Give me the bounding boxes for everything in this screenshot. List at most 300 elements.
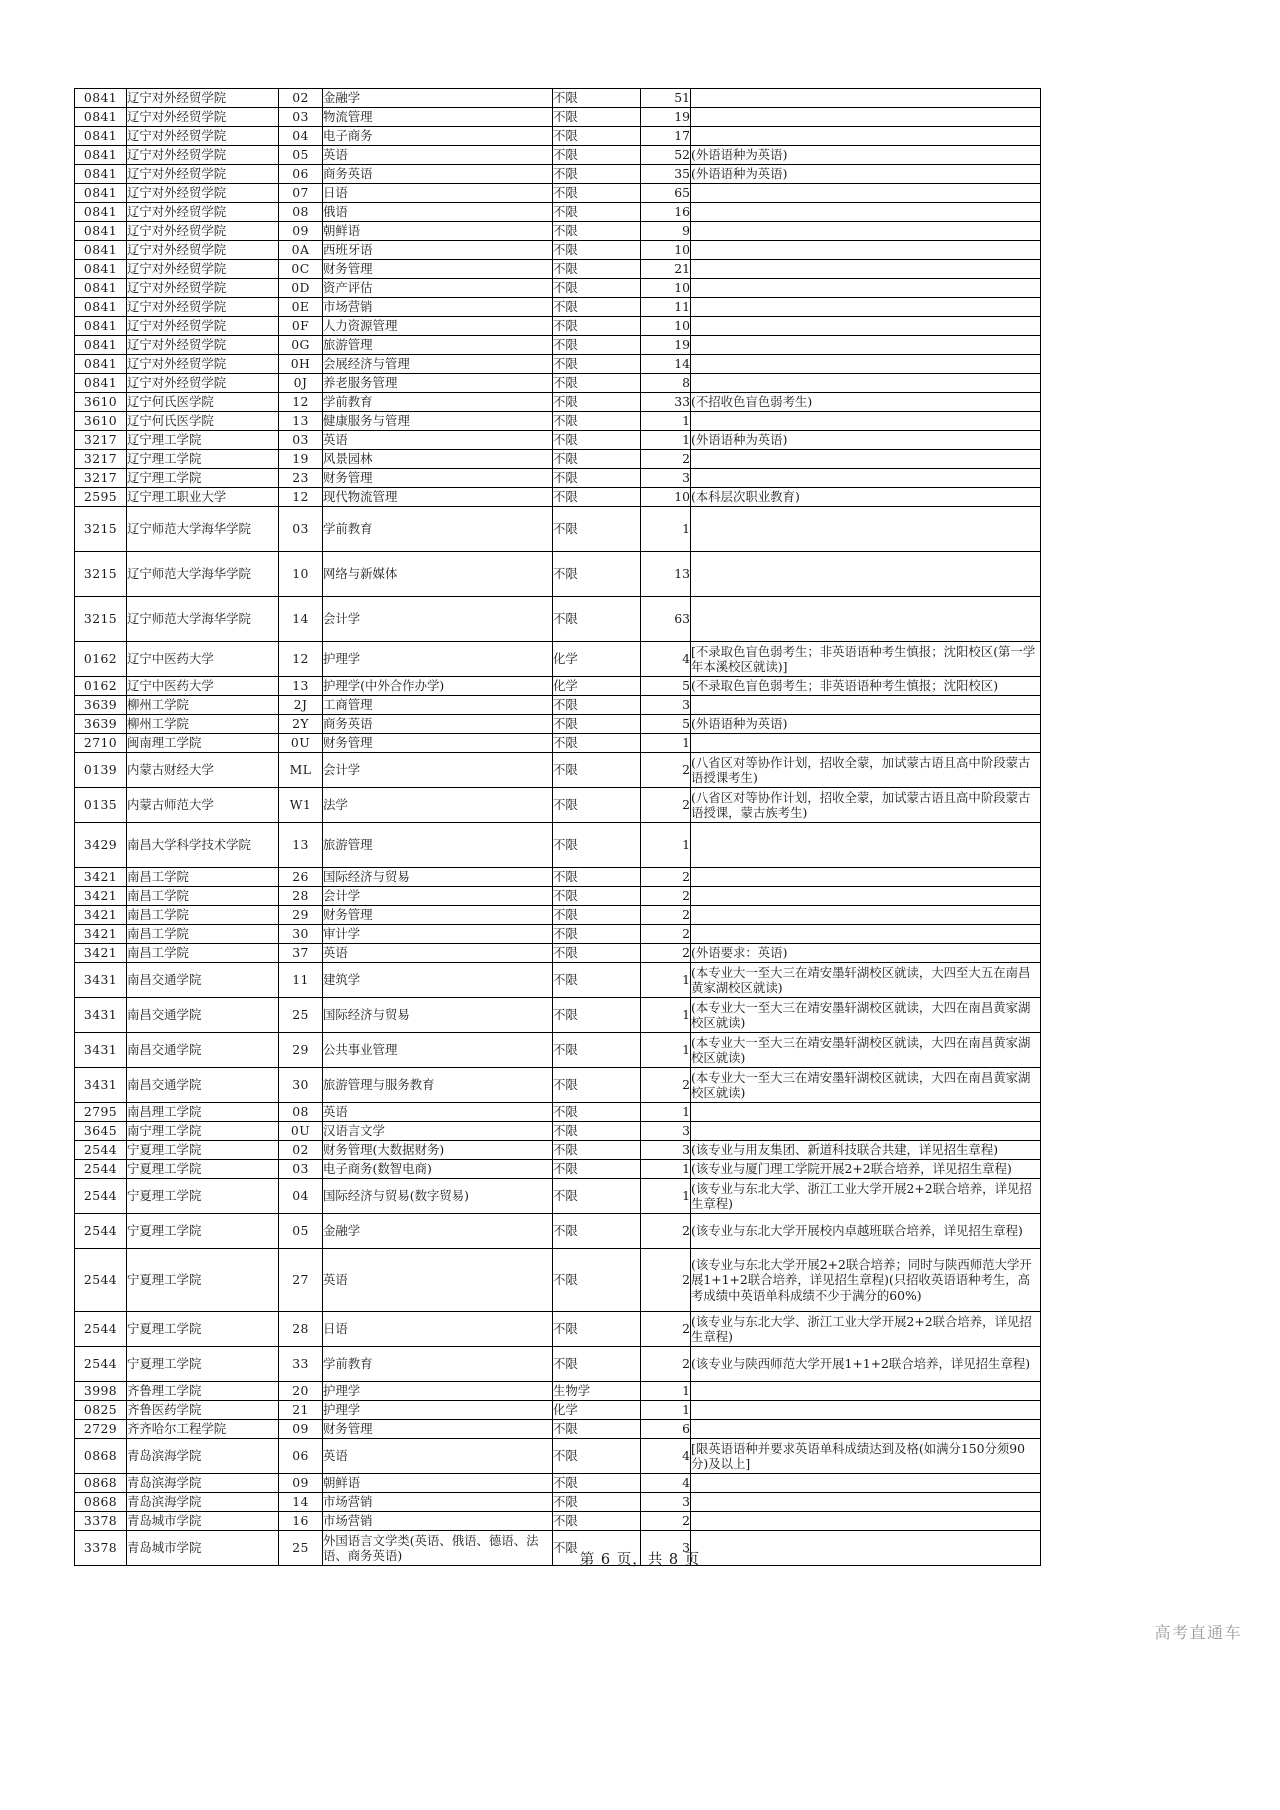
cell-institution-name: 南昌工学院 bbox=[127, 868, 279, 887]
table-row bbox=[75, 788, 1041, 823]
cell-plan-count: 1 bbox=[641, 431, 691, 450]
cell-remark bbox=[691, 412, 1041, 431]
cell-institution-code: 3215 bbox=[75, 507, 127, 552]
cell-institution-code: 0868 bbox=[75, 1493, 127, 1512]
cell-major-code: 10 bbox=[279, 552, 323, 597]
table-row bbox=[75, 1160, 1041, 1179]
cell-subject-requirement: 不限 bbox=[553, 597, 641, 642]
cell-plan-count: 16 bbox=[641, 203, 691, 222]
cell-institution-name: 辽宁对外经贸学院 bbox=[127, 355, 279, 374]
cell-institution-code: 0841 bbox=[75, 127, 127, 146]
cell-remark bbox=[691, 734, 1041, 753]
cell-major-name: 法学 bbox=[323, 788, 553, 823]
table-row bbox=[75, 108, 1041, 127]
table-row bbox=[75, 1141, 1041, 1160]
table-row bbox=[75, 1068, 1041, 1103]
cell-subject-requirement: 不限 bbox=[553, 552, 641, 597]
cell-major-code: 05 bbox=[279, 1214, 323, 1249]
table-row bbox=[75, 1103, 1041, 1122]
cell-subject-requirement: 不限 bbox=[553, 925, 641, 944]
cell-institution-code: 2544 bbox=[75, 1347, 127, 1382]
cell-subject-requirement: 不限 bbox=[553, 279, 641, 298]
cell-remark bbox=[691, 597, 1041, 642]
cell-plan-count: 1 bbox=[641, 1382, 691, 1401]
table-row bbox=[75, 260, 1041, 279]
cell-major-name: 财务管理(大数据财务) bbox=[323, 1141, 553, 1160]
cell-major-name: 护理学 bbox=[323, 1382, 553, 1401]
cell-major-name: 国际经济与贸易(数字贸易) bbox=[323, 1179, 553, 1214]
table-row bbox=[75, 374, 1041, 393]
cell-subject-requirement: 不限 bbox=[553, 317, 641, 336]
cell-remark bbox=[691, 279, 1041, 298]
cell-subject-requirement: 不限 bbox=[553, 1160, 641, 1179]
cell-major-code: 12 bbox=[279, 642, 323, 677]
cell-institution-name: 宁夏理工学院 bbox=[127, 1312, 279, 1347]
cell-subject-requirement: 不限 bbox=[553, 469, 641, 488]
cell-institution-code: 0841 bbox=[75, 355, 127, 374]
cell-major-code: 07 bbox=[279, 184, 323, 203]
cell-subject-requirement: 不限 bbox=[553, 146, 641, 165]
cell-subject-requirement: 不限 bbox=[553, 1249, 641, 1312]
cell-plan-count: 2 bbox=[641, 450, 691, 469]
cell-institution-name: 青岛滨海学院 bbox=[127, 1439, 279, 1474]
cell-institution-code: 3429 bbox=[75, 823, 127, 868]
cell-institution-name: 辽宁中医药大学 bbox=[127, 677, 279, 696]
cell-major-code: 13 bbox=[279, 823, 323, 868]
table-row bbox=[75, 887, 1041, 906]
cell-institution-name: 南昌工学院 bbox=[127, 925, 279, 944]
table-row bbox=[75, 944, 1041, 963]
cell-major-code: 03 bbox=[279, 507, 323, 552]
cell-major-code: 20 bbox=[279, 1382, 323, 1401]
cell-major-code: ML bbox=[279, 753, 323, 788]
cell-remark: (该专业与东北大学、浙江工业大学开展2+2联合培养，详见招生章程) bbox=[691, 1312, 1041, 1347]
cell-institution-code: 0841 bbox=[75, 374, 127, 393]
cell-remark bbox=[691, 696, 1041, 715]
cell-institution-name: 闽南理工学院 bbox=[127, 734, 279, 753]
cell-remark bbox=[691, 1512, 1041, 1531]
cell-remark: (本专业大一至大三在靖安墨轩湖校区就读，大四至大五在南昌黄家湖校区就读) bbox=[691, 963, 1041, 998]
cell-remark: (不招收色盲色弱考生) bbox=[691, 393, 1041, 412]
cell-institution-code: 0841 bbox=[75, 108, 127, 127]
cell-institution-name: 辽宁师范大学海华学院 bbox=[127, 507, 279, 552]
table-row bbox=[75, 469, 1041, 488]
cell-subject-requirement: 不限 bbox=[553, 963, 641, 998]
cell-institution-name: 辽宁对外经贸学院 bbox=[127, 146, 279, 165]
cell-major-code: 12 bbox=[279, 393, 323, 412]
cell-plan-count: 1 bbox=[641, 412, 691, 431]
cell-major-name: 会展经济与管理 bbox=[323, 355, 553, 374]
cell-institution-name: 辽宁理工学院 bbox=[127, 469, 279, 488]
cell-plan-count: 2 bbox=[641, 944, 691, 963]
cell-major-name: 人力资源管理 bbox=[323, 317, 553, 336]
cell-institution-name: 辽宁对外经贸学院 bbox=[127, 260, 279, 279]
cell-remark bbox=[691, 222, 1041, 241]
cell-remark bbox=[691, 184, 1041, 203]
cell-major-name: 护理学(中外合作办学) bbox=[323, 677, 553, 696]
cell-remark bbox=[691, 108, 1041, 127]
cell-major-name: 市场营销 bbox=[323, 1493, 553, 1512]
cell-institution-name: 齐鲁医药学院 bbox=[127, 1401, 279, 1420]
cell-institution-name: 辽宁对外经贸学院 bbox=[127, 298, 279, 317]
cell-plan-count: 19 bbox=[641, 336, 691, 355]
table-row bbox=[75, 127, 1041, 146]
cell-major-code: 0U bbox=[279, 1122, 323, 1141]
cell-subject-requirement: 不限 bbox=[553, 127, 641, 146]
cell-major-code: 30 bbox=[279, 925, 323, 944]
cell-major-code: 37 bbox=[279, 944, 323, 963]
cell-major-code: 08 bbox=[279, 203, 323, 222]
cell-subject-requirement: 化学 bbox=[553, 1401, 641, 1420]
cell-plan-count: 2 bbox=[641, 1068, 691, 1103]
cell-institution-name: 辽宁对外经贸学院 bbox=[127, 317, 279, 336]
cell-major-code: 29 bbox=[279, 906, 323, 925]
cell-subject-requirement: 不限 bbox=[553, 1347, 641, 1382]
cell-major-name: 英语 bbox=[323, 944, 553, 963]
table-row bbox=[75, 1179, 1041, 1214]
cell-institution-code: 2544 bbox=[75, 1249, 127, 1312]
table-row bbox=[75, 336, 1041, 355]
cell-subject-requirement: 不限 bbox=[553, 412, 641, 431]
cell-institution-name: 辽宁对外经贸学院 bbox=[127, 374, 279, 393]
cell-institution-name: 齐齐哈尔工程学院 bbox=[127, 1420, 279, 1439]
table-row bbox=[75, 823, 1041, 868]
table-row bbox=[75, 696, 1041, 715]
cell-major-code: 28 bbox=[279, 887, 323, 906]
cell-plan-count: 1 bbox=[641, 1160, 691, 1179]
cell-subject-requirement: 不限 bbox=[553, 1033, 641, 1068]
cell-plan-count: 3 bbox=[641, 1531, 691, 1566]
cell-major-code: 0H bbox=[279, 355, 323, 374]
cell-remark bbox=[691, 1420, 1041, 1439]
cell-remark: (该专业与陕西师范大学开展1+1+2联合培养，详见招生章程) bbox=[691, 1347, 1041, 1382]
cell-major-code: 11 bbox=[279, 963, 323, 998]
page-number-footer: 第 6 页，共 8 页 bbox=[579, 1552, 701, 1568]
cell-major-code: 02 bbox=[279, 89, 323, 108]
cell-institution-code: 0139 bbox=[75, 753, 127, 788]
cell-institution-code: 3217 bbox=[75, 469, 127, 488]
cell-major-code: 14 bbox=[279, 597, 323, 642]
cell-major-name: 学前教育 bbox=[323, 393, 553, 412]
cell-subject-requirement: 不限 bbox=[553, 431, 641, 450]
cell-plan-count: 21 bbox=[641, 260, 691, 279]
table-row bbox=[75, 1312, 1041, 1347]
cell-remark bbox=[691, 1474, 1041, 1493]
cell-institution-name: 青岛城市学院 bbox=[127, 1512, 279, 1531]
cell-institution-code: 0841 bbox=[75, 279, 127, 298]
cell-institution-code: 0841 bbox=[75, 89, 127, 108]
cell-institution-name: 辽宁对外经贸学院 bbox=[127, 108, 279, 127]
cell-subject-requirement: 不限 bbox=[553, 887, 641, 906]
table-row bbox=[75, 1512, 1041, 1531]
cell-subject-requirement: 不限 bbox=[553, 1068, 641, 1103]
cell-major-name: 学前教育 bbox=[323, 507, 553, 552]
cell-institution-name: 辽宁理工学院 bbox=[127, 450, 279, 469]
cell-plan-count: 2 bbox=[641, 788, 691, 823]
cell-major-code: 12 bbox=[279, 488, 323, 507]
cell-institution-code: 3215 bbox=[75, 597, 127, 642]
cell-major-code: 0E bbox=[279, 298, 323, 317]
table-row bbox=[75, 1493, 1041, 1512]
table-row bbox=[75, 998, 1041, 1033]
cell-institution-name: 南昌工学院 bbox=[127, 887, 279, 906]
cell-major-name: 旅游管理 bbox=[323, 823, 553, 868]
cell-institution-code: 0841 bbox=[75, 260, 127, 279]
table-row bbox=[75, 431, 1041, 450]
cell-plan-count: 63 bbox=[641, 597, 691, 642]
cell-remark: (八省区对等协作计划，招收全蒙，加试蒙古语且高中阶段蒙古语授课考生) bbox=[691, 753, 1041, 788]
cell-plan-count: 2 bbox=[641, 1347, 691, 1382]
cell-major-code: 03 bbox=[279, 431, 323, 450]
cell-subject-requirement: 不限 bbox=[553, 1512, 641, 1531]
cell-major-name: 旅游管理与服务教育 bbox=[323, 1068, 553, 1103]
table-row bbox=[75, 89, 1041, 108]
table-row bbox=[75, 963, 1041, 998]
cell-plan-count: 2 bbox=[641, 887, 691, 906]
cell-major-name: 养老服务管理 bbox=[323, 374, 553, 393]
table-row bbox=[75, 1439, 1041, 1474]
cell-major-name: 金融学 bbox=[323, 89, 553, 108]
table-row bbox=[75, 393, 1041, 412]
table-row bbox=[75, 1420, 1041, 1439]
cell-remark bbox=[691, 127, 1041, 146]
admission-plan-table-wrap bbox=[74, 88, 1040, 1566]
cell-remark bbox=[691, 925, 1041, 944]
cell-plan-count: 14 bbox=[641, 355, 691, 374]
cell-major-code: 05 bbox=[279, 146, 323, 165]
cell-institution-name: 南昌理工学院 bbox=[127, 1103, 279, 1122]
cell-institution-code: 3421 bbox=[75, 887, 127, 906]
cell-major-code: 02 bbox=[279, 1141, 323, 1160]
cell-institution-name: 南昌交通学院 bbox=[127, 1033, 279, 1068]
cell-subject-requirement: 不限 bbox=[553, 1141, 641, 1160]
table-row bbox=[75, 412, 1041, 431]
cell-remark: (外语语种为英语) bbox=[691, 715, 1041, 734]
cell-subject-requirement: 不限 bbox=[553, 1474, 641, 1493]
table-row bbox=[75, 450, 1041, 469]
cell-institution-code: 3378 bbox=[75, 1512, 127, 1531]
cell-major-code: 2J bbox=[279, 696, 323, 715]
cell-subject-requirement: 不限 bbox=[553, 450, 641, 469]
cell-institution-name: 南昌工学院 bbox=[127, 944, 279, 963]
table-row bbox=[75, 317, 1041, 336]
cell-subject-requirement: 不限 bbox=[553, 1312, 641, 1347]
cell-institution-name: 辽宁师范大学海华学院 bbox=[127, 552, 279, 597]
table-row bbox=[75, 222, 1041, 241]
cell-institution-code: 0841 bbox=[75, 165, 127, 184]
cell-remark: [不录取色盲色弱考生；非英语语种考生慎报；沈阳校区(第一学年本溪校区就读)] bbox=[691, 642, 1041, 677]
cell-remark bbox=[691, 374, 1041, 393]
cell-subject-requirement: 不限 bbox=[553, 1103, 641, 1122]
cell-major-name: 金融学 bbox=[323, 1214, 553, 1249]
cell-major-name: 英语 bbox=[323, 1249, 553, 1312]
cell-major-code: 0U bbox=[279, 734, 323, 753]
cell-major-code: 16 bbox=[279, 1512, 323, 1531]
cell-major-name: 会计学 bbox=[323, 753, 553, 788]
cell-major-code: 09 bbox=[279, 1420, 323, 1439]
cell-remark bbox=[691, 1122, 1041, 1141]
cell-plan-count: 1 bbox=[641, 1033, 691, 1068]
cell-plan-count: 11 bbox=[641, 298, 691, 317]
cell-major-code: 0A bbox=[279, 241, 323, 260]
table-row bbox=[75, 642, 1041, 677]
cell-major-name: 国际经济与贸易 bbox=[323, 998, 553, 1033]
cell-institution-name: 柳州工学院 bbox=[127, 715, 279, 734]
cell-plan-count: 1 bbox=[641, 963, 691, 998]
cell-institution-name: 辽宁对外经贸学院 bbox=[127, 184, 279, 203]
cell-major-name: 西班牙语 bbox=[323, 241, 553, 260]
cell-subject-requirement: 不限 bbox=[553, 1493, 641, 1512]
cell-subject-requirement: 不限 bbox=[553, 260, 641, 279]
table-row bbox=[75, 1214, 1041, 1249]
cell-major-name: 护理学 bbox=[323, 642, 553, 677]
cell-major-name: 汉语言文学 bbox=[323, 1122, 553, 1141]
cell-institution-name: 辽宁师范大学海华学院 bbox=[127, 597, 279, 642]
cell-subject-requirement: 不限 bbox=[553, 336, 641, 355]
cell-institution-code: 3217 bbox=[75, 431, 127, 450]
table-row bbox=[75, 165, 1041, 184]
cell-major-code: 04 bbox=[279, 127, 323, 146]
cell-institution-name: 青岛滨海学院 bbox=[127, 1493, 279, 1512]
cell-major-code: 19 bbox=[279, 450, 323, 469]
cell-major-name: 现代物流管理 bbox=[323, 488, 553, 507]
cell-remark bbox=[691, 355, 1041, 374]
cell-major-code: 25 bbox=[279, 998, 323, 1033]
cell-institution-code: 2729 bbox=[75, 1420, 127, 1439]
cell-plan-count: 5 bbox=[641, 677, 691, 696]
cell-institution-code: 0162 bbox=[75, 677, 127, 696]
cell-major-code: 28 bbox=[279, 1312, 323, 1347]
cell-subject-requirement: 不限 bbox=[553, 355, 641, 374]
cell-institution-name: 青岛城市学院 bbox=[127, 1531, 279, 1566]
cell-institution-name: 南昌工学院 bbox=[127, 906, 279, 925]
table-row bbox=[75, 1347, 1041, 1382]
cell-subject-requirement: 不限 bbox=[553, 906, 641, 925]
admission-plan-table bbox=[74, 88, 1041, 1566]
cell-subject-requirement: 不限 bbox=[553, 184, 641, 203]
cell-subject-requirement: 化学 bbox=[553, 677, 641, 696]
cell-subject-requirement: 不限 bbox=[553, 753, 641, 788]
cell-remark bbox=[691, 1103, 1041, 1122]
cell-subject-requirement: 不限 bbox=[553, 89, 641, 108]
cell-institution-code: 2544 bbox=[75, 1141, 127, 1160]
cell-remark bbox=[691, 906, 1041, 925]
cell-plan-count: 2 bbox=[641, 925, 691, 944]
cell-major-name: 资产评估 bbox=[323, 279, 553, 298]
cell-institution-code: 0868 bbox=[75, 1474, 127, 1493]
cell-remark bbox=[691, 868, 1041, 887]
table-row bbox=[75, 1249, 1041, 1312]
table-row bbox=[75, 355, 1041, 374]
cell-remark: (该专业与东北大学、浙江工业大学开展2+2联合培养，详见招生章程) bbox=[691, 1179, 1041, 1214]
cell-major-code: 0J bbox=[279, 374, 323, 393]
cell-major-name: 英语 bbox=[323, 431, 553, 450]
cell-subject-requirement: 不限 bbox=[553, 241, 641, 260]
table-row bbox=[75, 677, 1041, 696]
cell-major-name: 市场营销 bbox=[323, 1512, 553, 1531]
cell-plan-count: 6 bbox=[641, 1420, 691, 1439]
cell-plan-count: 2 bbox=[641, 868, 691, 887]
cell-institution-code: 2595 bbox=[75, 488, 127, 507]
cell-major-name: 电子商务(数智电商) bbox=[323, 1160, 553, 1179]
watermark-label: 高考直通车 bbox=[1154, 1623, 1242, 1642]
cell-plan-count: 2 bbox=[641, 1249, 691, 1312]
cell-subject-requirement: 化学 bbox=[553, 642, 641, 677]
cell-plan-count: 35 bbox=[641, 165, 691, 184]
cell-major-name: 网络与新媒体 bbox=[323, 552, 553, 597]
cell-subject-requirement: 不限 bbox=[553, 1531, 641, 1566]
cell-major-code: 23 bbox=[279, 469, 323, 488]
cell-institution-code: 3431 bbox=[75, 1033, 127, 1068]
cell-institution-name: 内蒙古财经大学 bbox=[127, 753, 279, 788]
admission-plan-table-body bbox=[75, 89, 1041, 1566]
cell-institution-name: 辽宁对外经贸学院 bbox=[127, 127, 279, 146]
cell-major-name: 旅游管理 bbox=[323, 336, 553, 355]
cell-subject-requirement: 不限 bbox=[553, 1179, 641, 1214]
cell-institution-code: 0841 bbox=[75, 317, 127, 336]
cell-plan-count: 4 bbox=[641, 1474, 691, 1493]
cell-subject-requirement: 不限 bbox=[553, 998, 641, 1033]
table-row bbox=[75, 241, 1041, 260]
cell-institution-code: 3998 bbox=[75, 1382, 127, 1401]
cell-remark: (本科层次职业教育) bbox=[691, 488, 1041, 507]
cell-major-code: 06 bbox=[279, 165, 323, 184]
cell-major-code: 09 bbox=[279, 1474, 323, 1493]
cell-institution-code: 3645 bbox=[75, 1122, 127, 1141]
table-row bbox=[75, 715, 1041, 734]
cell-plan-count: 9 bbox=[641, 222, 691, 241]
cell-major-code: 0G bbox=[279, 336, 323, 355]
cell-institution-name: 宁夏理工学院 bbox=[127, 1160, 279, 1179]
cell-plan-count: 10 bbox=[641, 317, 691, 336]
cell-plan-count: 1 bbox=[641, 1103, 691, 1122]
cell-institution-name: 辽宁对外经贸学院 bbox=[127, 89, 279, 108]
cell-institution-name: 宁夏理工学院 bbox=[127, 1249, 279, 1312]
table-row bbox=[75, 1033, 1041, 1068]
cell-institution-code: 3639 bbox=[75, 715, 127, 734]
table-row bbox=[75, 1382, 1041, 1401]
cell-remark: (八省区对等协作计划，招收全蒙，加试蒙古语且高中阶段蒙古语授课，蒙古族考生) bbox=[691, 788, 1041, 823]
cell-major-code: 25 bbox=[279, 1531, 323, 1566]
cell-major-name: 学前教育 bbox=[323, 1347, 553, 1382]
cell-plan-count: 2 bbox=[641, 1312, 691, 1347]
cell-major-name: 朝鲜语 bbox=[323, 1474, 553, 1493]
cell-institution-code: 0162 bbox=[75, 642, 127, 677]
cell-subject-requirement: 不限 bbox=[553, 393, 641, 412]
cell-subject-requirement: 不限 bbox=[553, 1214, 641, 1249]
cell-major-code: 13 bbox=[279, 677, 323, 696]
cell-major-name: 电子商务 bbox=[323, 127, 553, 146]
cell-subject-requirement: 不限 bbox=[553, 696, 641, 715]
cell-major-name: 商务英语 bbox=[323, 165, 553, 184]
table-row bbox=[75, 925, 1041, 944]
cell-institution-name: 宁夏理工学院 bbox=[127, 1214, 279, 1249]
cell-institution-code: 2544 bbox=[75, 1179, 127, 1214]
cell-subject-requirement: 不限 bbox=[553, 944, 641, 963]
cell-major-name: 日语 bbox=[323, 184, 553, 203]
cell-remark bbox=[691, 1382, 1041, 1401]
cell-major-code: 0C bbox=[279, 260, 323, 279]
cell-institution-code: 2544 bbox=[75, 1312, 127, 1347]
cell-remark: (外语要求：英语) bbox=[691, 944, 1041, 963]
cell-plan-count: 3 bbox=[641, 1122, 691, 1141]
cell-major-name: 工商管理 bbox=[323, 696, 553, 715]
cell-plan-count: 3 bbox=[641, 1493, 691, 1512]
cell-subject-requirement: 不限 bbox=[553, 715, 641, 734]
table-row bbox=[75, 1401, 1041, 1420]
cell-institution-code: 3639 bbox=[75, 696, 127, 715]
cell-plan-count: 1 bbox=[641, 823, 691, 868]
